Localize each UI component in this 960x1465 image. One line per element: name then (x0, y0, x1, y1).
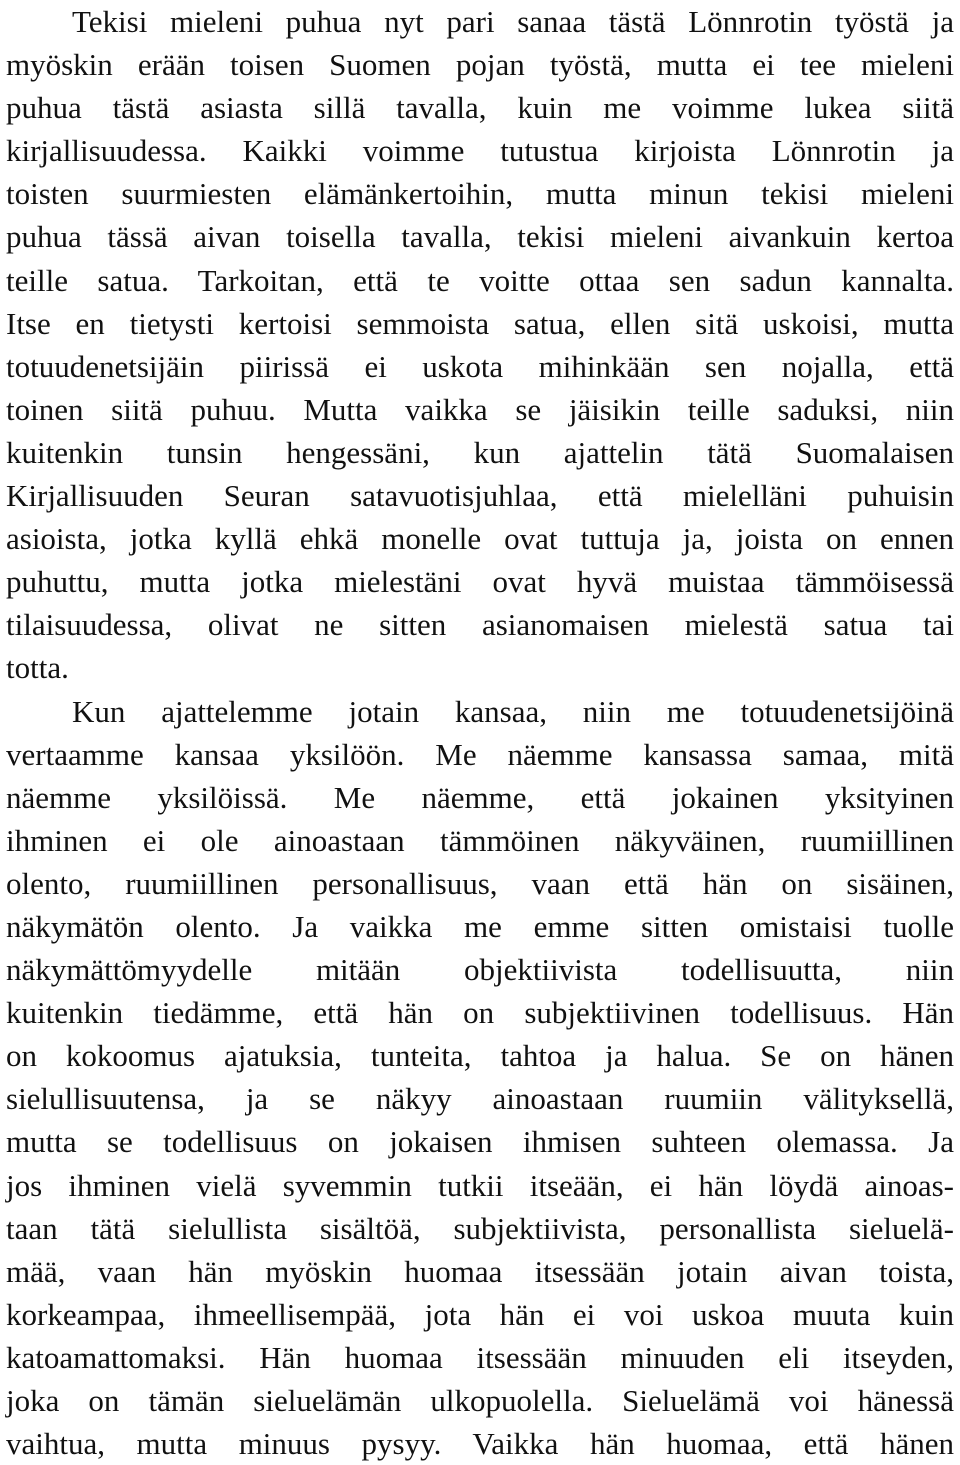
text-line: katoamattomaksi. Hän huomaa itsessään minuuden eli itseyden, (6, 1336, 954, 1379)
text-line: olento, ruumiillinen personallisuus, vaan että hän on sisäinen, (6, 862, 954, 905)
text-line: korkeampaa, ihmeellisempää, jota hän ei voi uskoa muuta kuin (6, 1293, 954, 1336)
text-line: joka on tämän sieluelämän ulkopuolella. Sieluelämä voi hänessä (6, 1379, 954, 1422)
text-line: totta. (6, 646, 954, 689)
text-line: toinen siitä puhuu. Mutta vaikka se jäisikin teille saduksi, niin (6, 388, 954, 431)
text-line: asioista, jotka kyllä ehkä monelle ovat tuttuja ja, joista on ennen (6, 517, 954, 560)
text-line: puhuttu, mutta jotka mielestäni ovat hyvä muistaa tämmöisessä (6, 560, 954, 603)
text-line: kuitenkin tiedämme, että hän on subjektiivinen todellisuus. Hän (6, 991, 954, 1034)
text-line: kirjallisuudessa. Kaikki voimme tutustua kirjoista Lönnrotin ja (6, 129, 954, 172)
text-line: on kokoomus ajatuksia, tunteita, tahtoa ja halua. Se on hänen (6, 1034, 954, 1077)
text-line: Itse en tietysti kertoisi semmoista satua, ellen sitä uskoisi, mutta (6, 302, 954, 345)
text-line: Kun ajattelemme jotain kansaa, niin me totuudenetsijöinä (6, 690, 954, 733)
document-page (6, 0, 954, 1449)
text-line: totuudenetsijäin piirissä ei uskota mihinkään sen nojalla, että (6, 345, 954, 388)
paragraph-1 (6, 0, 954, 690)
text-line: myöskin erään toisen Suomen pojan työstä, mutta ei tee mieleni (6, 43, 954, 86)
text-line: tilaisuudessa, olivat ne sitten asianomaisen mielestä satua tai (6, 603, 954, 646)
paragraph-2 (6, 690, 954, 1465)
text-line: sielullisuutensa, ja se näkyy ainoastaan ruumiin välityksellä, (6, 1077, 954, 1120)
text-line: mutta se todellisuus on jokaisen ihmisen suhteen olemassa. Ja (6, 1120, 954, 1163)
text-line: kuitenkin tunsin hengessäni, kun ajattelin tätä Suomalaisen (6, 431, 954, 474)
text-line: mää, vaan hän myöskin huomaa itsessään jotain aivan toista, (6, 1250, 954, 1293)
text-line: vertaamme kansaa yksilöön. Me näemme kansassa samaa, mitä (6, 733, 954, 776)
text-line: puhua tässä aivan toisella tavalla, tekisi mieleni aivankuin kertoa (6, 215, 954, 258)
text-line: Tekisi mieleni puhua nyt pari sanaa tästä Lönnrotin työstä ja (6, 0, 954, 43)
text-line: ihminen ei ole ainoastaan tämmöinen näkyväinen, ruumiillinen (6, 819, 954, 862)
text-line: vaihtua, mutta minuus pysyy. Vaikka hän huomaa, että hänen (6, 1422, 954, 1465)
text-line: näemme yksilöissä. Me näemme, että jokainen yksityinen (6, 776, 954, 819)
text-line: Kirjallisuuden Seuran satavuotisjuhlaa, että mielelläni puhuisin (6, 474, 954, 517)
text-line: jos ihminen vielä syvemmin tutkii itseään, ei hän löydä ainoas- (6, 1164, 954, 1207)
text-line: näkymätön olento. Ja vaikka me emme sitten omistaisi tuolle (6, 905, 954, 948)
text-line: puhua tästä asiasta sillä tavalla, kuin me voimme lukea siitä (6, 86, 954, 129)
text-line: teille satua. Tarkoitan, että te voitte ottaa sen sadun kannalta. (6, 259, 954, 302)
text-line: näkymättömyydelle mitään objektiivista todellisuutta, niin (6, 948, 954, 991)
text-line: toisten suurmiesten elämänkertoihin, mutta minun tekisi mieleni (6, 172, 954, 215)
text-line: taan tätä sielullista sisältöä, subjektiivista, personallista sieluelä- (6, 1207, 954, 1250)
